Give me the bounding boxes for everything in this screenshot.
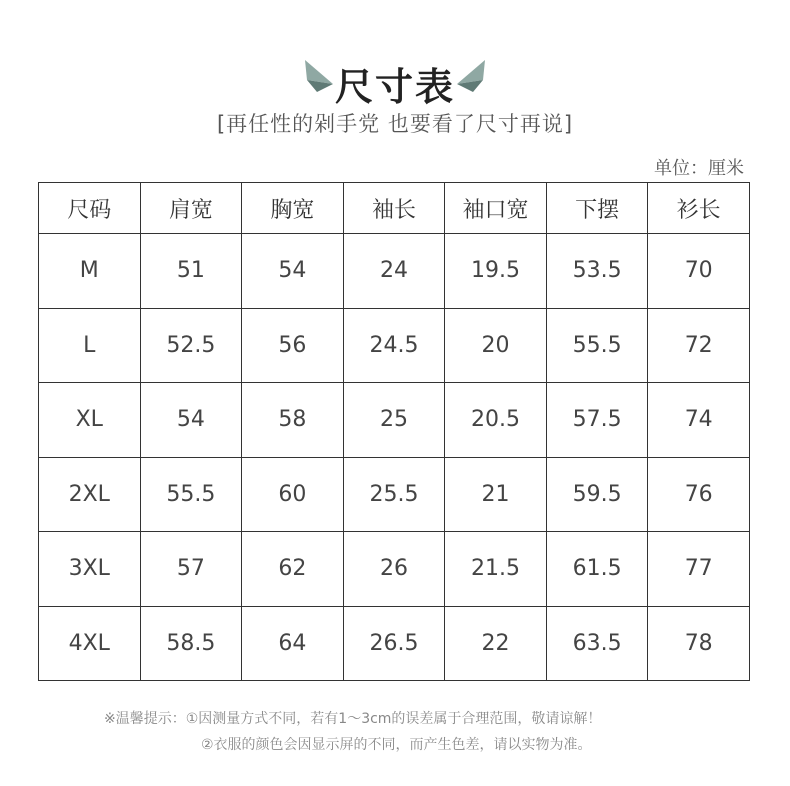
table-cell: M xyxy=(39,234,141,309)
table-cell: 72 xyxy=(648,308,750,383)
table-cell: 76 xyxy=(648,457,750,532)
table-cell: 70 xyxy=(648,234,750,309)
table-cell: 58 xyxy=(242,383,344,458)
column-header-cuff: 袖口宽 xyxy=(445,183,547,234)
table-cell: 26 xyxy=(343,532,445,607)
table-cell: 77 xyxy=(648,532,750,607)
column-header-length: 衫长 xyxy=(648,183,750,234)
table-row xyxy=(39,234,750,309)
page-title: 尺寸表 xyxy=(334,65,455,109)
table-cell: 74 xyxy=(648,383,750,458)
unit-label: 单位：厘米 xyxy=(654,158,744,179)
table-cell: 54 xyxy=(140,383,242,458)
table-cell: 19.5 xyxy=(445,234,547,309)
table-cell: 21.5 xyxy=(445,532,547,607)
table-cell: 55.5 xyxy=(140,457,242,532)
table-cell: 55.5 xyxy=(546,308,648,383)
table-cell: 21 xyxy=(445,457,547,532)
table-cell: 60 xyxy=(242,457,344,532)
table-cell: 26.5 xyxy=(343,606,445,681)
table-row xyxy=(39,606,750,681)
table-cell: 62 xyxy=(242,532,344,607)
table-cell: 53.5 xyxy=(546,234,648,309)
table-cell: 24.5 xyxy=(343,308,445,383)
table-cell: 2XL xyxy=(39,457,141,532)
table-cell: 22 xyxy=(445,606,547,681)
column-header-chest: 胸宽 xyxy=(242,183,344,234)
table-cell: 57 xyxy=(140,532,242,607)
table-row xyxy=(39,383,750,458)
note-line-1: ※温馨提示：①因测量方式不同，若有1～3cm的误差属于合理范围，敬请谅解！ xyxy=(104,711,602,727)
table-cell: 63.5 xyxy=(546,606,648,681)
table-cell: 20.5 xyxy=(445,383,547,458)
column-header-shoulder: 肩宽 xyxy=(140,183,242,234)
table-cell: XL xyxy=(39,383,141,458)
table-cell: L xyxy=(39,308,141,383)
table-cell: 59.5 xyxy=(546,457,648,532)
table-cell: 3XL xyxy=(39,532,141,607)
table-cell: 64 xyxy=(242,606,344,681)
table-cell: 56 xyxy=(242,308,344,383)
notes-section xyxy=(104,706,601,758)
title-section xyxy=(0,28,790,108)
table-header-row xyxy=(39,183,750,234)
table-cell: 57.5 xyxy=(546,383,648,458)
table-row xyxy=(39,308,750,383)
column-header-hem: 下摆 xyxy=(546,183,648,234)
table-cell: 25.5 xyxy=(343,457,445,532)
table-cell: 4XL xyxy=(39,606,141,681)
table-cell: 20 xyxy=(445,308,547,383)
table-cell: 24 xyxy=(343,234,445,309)
table-row xyxy=(39,532,750,607)
column-header-sleeve: 袖长 xyxy=(343,183,445,234)
table-cell: 25 xyxy=(343,383,445,458)
size-chart-table xyxy=(38,182,750,681)
note-line-2: ②衣服的颜色会因显示屏的不同，而产生色差，请以实物为准。 xyxy=(201,737,592,753)
table-cell: 58.5 xyxy=(140,606,242,681)
table-cell: 78 xyxy=(648,606,750,681)
table-row xyxy=(39,457,750,532)
table-cell: 61.5 xyxy=(546,532,648,607)
table-cell: 52.5 xyxy=(140,308,242,383)
table-cell: 51 xyxy=(140,234,242,309)
subtitle: [再任性的剁手党 也要看了尺寸再说] xyxy=(216,112,574,136)
table-cell: 54 xyxy=(242,234,344,309)
column-header-size: 尺码 xyxy=(39,183,141,234)
